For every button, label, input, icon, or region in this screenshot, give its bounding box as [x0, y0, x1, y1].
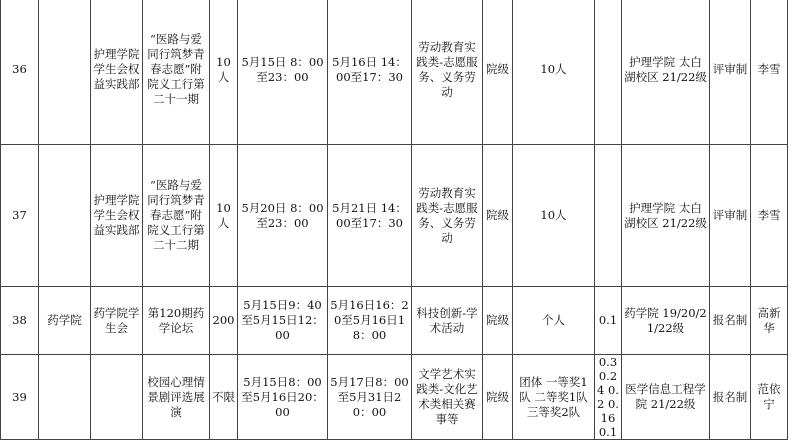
cell-contact: 李雪: [751, 0, 788, 145]
cell-award-count: 团体 一等奖1队 二等奖1队 三等奖2队: [513, 355, 595, 440]
cell-scale: 10人: [210, 145, 238, 287]
cell-credit: [595, 0, 622, 145]
cell-award-count: 10人: [513, 0, 595, 145]
cell-credit: 0.1: [595, 287, 622, 355]
cell-method: 评审制: [710, 145, 751, 287]
table-row: [1, 0, 788, 145]
cell-scale: 200: [210, 287, 238, 355]
cell-activity-time: 5月16日 14：00至17：30: [328, 0, 412, 145]
cell-signup-time: 5月15日 8：00至23：00: [238, 0, 328, 145]
cell-target: 护理学院 太白湖校区 21/22级: [622, 145, 710, 287]
cell-college: 药学院: [39, 287, 91, 355]
cell-award-count: 个人: [513, 287, 595, 355]
cell-scale: 10人: [210, 0, 238, 145]
cell-activity: “医路与爱同行筑梦青春志愿”附院义工行第二十二期: [143, 145, 210, 287]
cell-method: 评审制: [710, 0, 751, 145]
cell-contact: 李雪: [751, 145, 788, 287]
cell-activity: “医路与爱同行筑梦青春志愿”附院义工行第二十一期: [143, 0, 210, 145]
cell-college: [39, 355, 91, 440]
cell-category: 文学艺术实践类-文化艺术类相关赛事等: [412, 355, 483, 440]
cell-credit: 0.3 0.24 0.2 0.16 0.1: [595, 355, 622, 440]
cell-category: 劳动教育实践类-志愿服务、义务劳动: [412, 0, 483, 145]
cell-no: 37: [1, 145, 39, 287]
cell-contact: 高新华: [751, 287, 788, 355]
cell-level: 院级: [483, 0, 513, 145]
cell-category: 劳动教育实践类-志愿服务、义务劳动: [412, 145, 483, 287]
cell-organizer: 药学院学生会: [91, 287, 143, 355]
cell-credit: [595, 145, 622, 287]
cell-no: 39: [1, 355, 39, 440]
cell-activity-time: 5月16日16：20至5月16日18：00: [328, 287, 412, 355]
cell-organizer: 护理学院学生会权益实践部: [91, 145, 143, 287]
cell-target: 护理学院 太白湖校区 21/22级: [622, 0, 710, 145]
cell-college: [39, 145, 91, 287]
cell-level: 院级: [483, 145, 513, 287]
cell-category: 科技创新-学术活动: [412, 287, 483, 355]
cell-no: 36: [1, 0, 39, 145]
cell-award-count: 10人: [513, 145, 595, 287]
cell-level: 院级: [483, 287, 513, 355]
cell-level: 院级: [483, 355, 513, 440]
cell-scale: 不限: [210, 355, 238, 440]
cell-organizer: 护理学院学生会权益实践部: [91, 0, 143, 145]
table-row: [1, 355, 788, 440]
cell-method: 报名制: [710, 287, 751, 355]
cell-target: 药学院 19/20/21/22级: [622, 287, 710, 355]
cell-signup-time: 5月15日8：00至5月16日20：00: [238, 355, 328, 440]
table-row: [1, 287, 788, 355]
cell-activity-time: 5月17日8：00至5月31日20：00: [328, 355, 412, 440]
cell-no: 38: [1, 287, 39, 355]
cell-activity: 第120期药学论坛: [143, 287, 210, 355]
cell-target: 医学信息工程学院 21/22级: [622, 355, 710, 440]
cell-contact: 范依宁: [751, 355, 788, 440]
cell-activity-time: 5月21日 14：00至17：30: [328, 145, 412, 287]
cell-activity: 校园心理情景剧评选展演: [143, 355, 210, 440]
cell-college: [39, 0, 91, 145]
table-row: [1, 145, 788, 287]
cell-signup-time: 5月20日 8：00至23：00: [238, 145, 328, 287]
cell-signup-time: 5月15日9：40至5月15日12：00: [238, 287, 328, 355]
cell-method: 报名制: [710, 355, 751, 440]
cell-organizer: [91, 355, 143, 440]
